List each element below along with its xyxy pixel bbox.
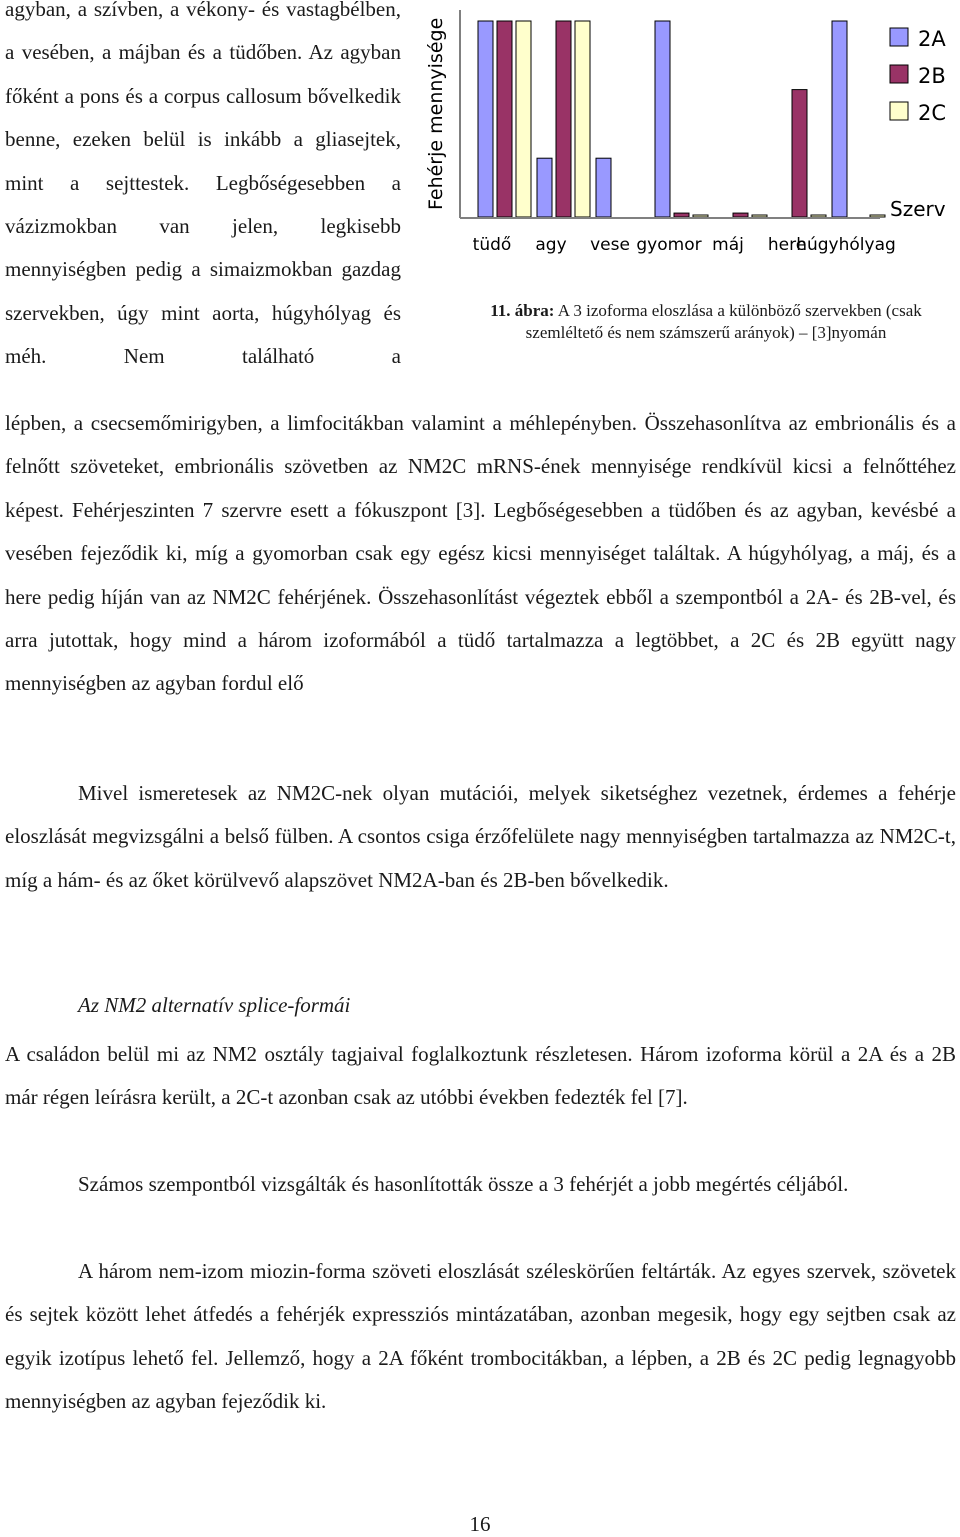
page-number: 16 bbox=[469, 1512, 491, 1536]
category-label-1: agy bbox=[535, 235, 567, 255]
bar-2B-agy bbox=[556, 21, 571, 217]
bar-chart bbox=[420, 0, 960, 270]
chart-legend bbox=[890, 27, 946, 125]
chart-category-labels bbox=[473, 235, 896, 255]
section-heading: Az NM2 alternatív splice-formái bbox=[78, 993, 351, 1017]
bar-2C-tüdő bbox=[516, 21, 531, 217]
bar-2B-máj bbox=[733, 213, 748, 217]
category-label-3: gyomor bbox=[636, 235, 702, 255]
paragraph-family: A családon belül mi az NM2 osztály tagjaival foglalkoztunk részletesen. Három izoforma körül a 2A és a 2B már régen leírásra került, a 2C-t azonban csak az utóbbi években fedezték fel [7]. bbox=[5, 1042, 956, 1110]
bar-2C-agy bbox=[575, 21, 590, 217]
legend-swatch-2A bbox=[890, 28, 908, 46]
category-label-0: tüdő bbox=[472, 235, 512, 255]
chart-x-label: Szerv bbox=[890, 197, 946, 221]
bar-2C-húgyhólyag bbox=[870, 215, 885, 217]
legend-swatch-2C bbox=[890, 102, 908, 120]
bar-2A-gyomor bbox=[655, 21, 670, 217]
legend-label-2C: 2C bbox=[918, 101, 947, 125]
bar-2B-tüdő bbox=[497, 21, 512, 217]
bar-2C-gyomor bbox=[693, 215, 708, 217]
chart-y-label: Fehérje mennyisége bbox=[425, 17, 447, 210]
bar-2A-vese bbox=[596, 158, 611, 217]
chart-bars bbox=[478, 21, 885, 217]
bar-2B-gyomor bbox=[674, 213, 689, 217]
bar-2C-here bbox=[811, 215, 826, 217]
bar-2A-húgyhólyag bbox=[832, 21, 847, 217]
category-label-5: here bbox=[767, 235, 807, 255]
caption-label: 11. ábra: bbox=[490, 301, 555, 320]
bar-2C-máj bbox=[752, 215, 767, 217]
figure-caption bbox=[452, 300, 960, 344]
legend-swatch-2B bbox=[890, 65, 908, 83]
bar-2A-tüdő bbox=[478, 21, 493, 217]
paragraph-comparison: Számos szempontból vizsgálták és hasonlították össze a 3 fehérjét a jobb megértés céljából. bbox=[78, 1172, 849, 1196]
caption-text: A 3 izoforma eloszlása a különböző szervekben (csak szemléltető és nem számszerű arányok) – [3]nyomán bbox=[525, 301, 922, 342]
category-label-6: húgyhólyag bbox=[796, 235, 896, 255]
wrapped-paragraph: agyban, a szívben, a vékony- és vastagbélben, a vesében, a májban és a tüdőben. Az agyban főként a pons és a corpus callosum bővelkedik benne, ezeken belül is inkább a gliasejtek, mint a sejttestek. Legbőségesebben a vázizmokban van jelen, legkisebb mennyiségben pedig a simaizmokban gazdag szervekben, úgy mint aorta, húgyhólyag és méh. Nem található a bbox=[5, 0, 401, 369]
bar-2A-agy bbox=[537, 158, 552, 217]
bar-2B-here bbox=[792, 90, 807, 217]
paragraph-continued: lépben, a csecsemőmirigyben, a limfocitákban valamint a méhlepényben. Összehasonlítva az embrionális és a felnőtt szöveteket, embrionális szövetben az NM2C mRNS-ének mennyisége rendkívül kicsi a felnőttéhez képest. Fehérjeszinten 7 szervre esett a fókuszpont [3]. Legbőségesebben a tüdőben és az agyban, kevésbé a vesében fejeződik ki, míg a gyomorban csak egy egész kicsi mennyiséget találtak. A húgyhólyag, a máj, és a here pedig híján van az NM2C fehérjének. Összehasonlítást végeztek ebből a szempontból a 2A- és 2B-vel, és arra jutottak, hogy mind a három izoformából a tüdő tartalmazza a legtöbbet, a 2C és 2B együtt nagy mennyiségben az agyban fordul elő bbox=[5, 411, 956, 696]
paragraph-inner-ear: Mivel ismeretesek az NM2C-nek olyan mutációi, melyek siketséghez vezetnek, érdemes a fehérje eloszlását megvizsgálni a belső fülben. A csontos csiga érzőfelülete nagy mennyiségben tartalmazza az NM2C-t, míg a hám- és az őket körülvevő alapszövet NM2A-ban és 2B-ben bővelkedik. bbox=[5, 781, 956, 892]
legend-label-2B: 2B bbox=[918, 64, 946, 88]
legend-label-2A: 2A bbox=[918, 27, 946, 51]
category-label-2: vese bbox=[590, 235, 630, 255]
category-label-4: máj bbox=[712, 235, 744, 255]
paragraph-distribution: A három nem-izom miozin-forma szöveti eloszlását széleskörűen feltárták. Az egyes szervek, szövetek és sejtek között lehet átfedés a fehérjék expressziós mintázatában, azonban megesik, hogy egy sejtben csak az egyik izotípus lehető fel. Jellemző, hogy a 2A főként trombocitákban, a lépben, a 2B és 2C pedig legnagyobb mennyiségben az agyban fejeződik ki. bbox=[5, 1259, 956, 1414]
